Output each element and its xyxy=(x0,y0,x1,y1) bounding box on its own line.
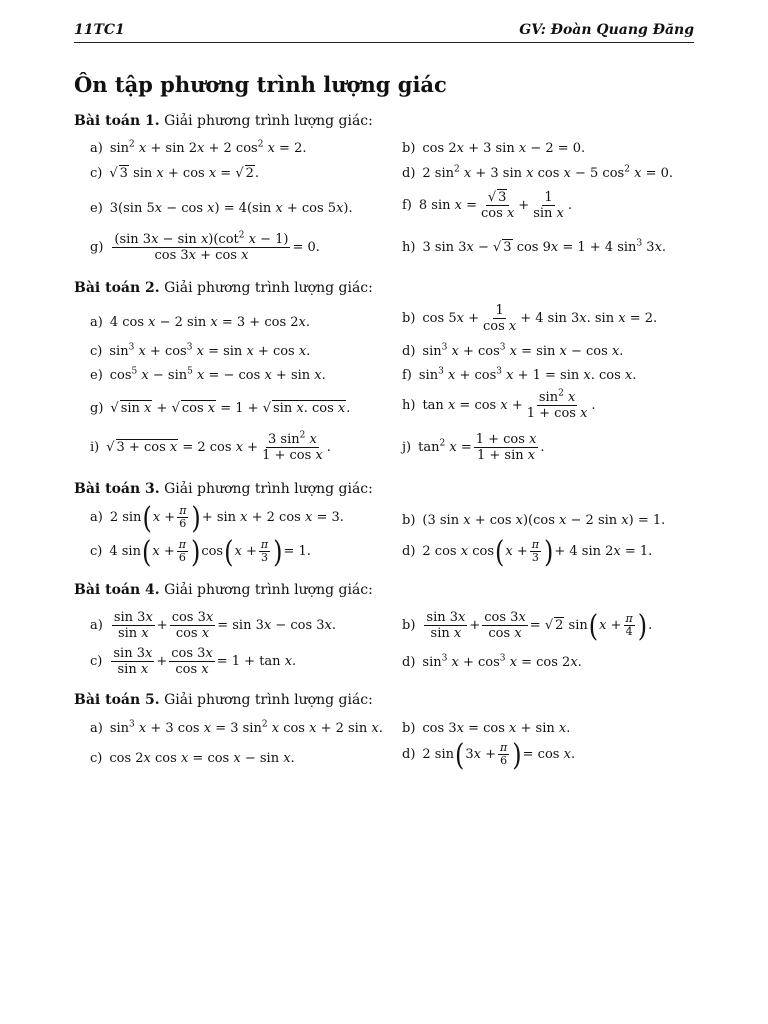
equation-2c: c) $\sin^3 x + \cos^3 x = \sin x + \cos x$. xyxy=(90,342,311,359)
equation-5c: c) cos 2x cos x = cos x − sin x. xyxy=(90,751,295,766)
equation-1g: g) $\frac{(\sin 3x - \sin x)(\cot^2 x - 1)}{\text{cos 3x + cos x}}$ = 0. xyxy=(90,230,320,263)
teacher-name: GV: Đoàn Quang Đăng xyxy=(519,22,694,38)
page-title: Ôn tập phương trình lượng giác xyxy=(74,72,447,97)
problem-2-heading xyxy=(74,280,373,296)
equation-1e: e) 3(sin 5x − cos x) = 4(sin x + cos 5x). xyxy=(90,201,353,216)
equation-4b: b) sin 3x sin x + $\frac{\cos 3x}{\text{cos x}}$ = √ 2 sin ( x + $\frac{\pi}{4}$ ) . xyxy=(402,608,653,643)
equation-3c: c) 4 sin ( x + $\frac{\pi}{6}$ ) cos ( x + $\frac{\pi}{3}$ ) = 1. xyxy=(90,534,311,569)
equation-4a: a) sin 3x sin x + $\frac{\cos 3x}{\text{cos x}}$ = sin 3x − cos 3x. xyxy=(90,610,337,641)
equation-1f: f) 8 sin x = $\frac{√ 3}{\text{cos x}}$ + $\frac{1}{\text{sin x}}$ . xyxy=(402,190,573,221)
problem-instruction: Giải phương trình lượng giác: xyxy=(164,582,373,598)
equation-3b: b) (3 sin x + cos x)(cos x − 2 sin x) = 1. xyxy=(402,513,666,528)
problem-instruction: Giải phương trình lượng giác: xyxy=(164,481,373,497)
problem-instruction: Giải phương trình lượng giác: xyxy=(164,113,373,129)
equation-2b: b) cos 5x + $\frac{1}{\text{cos x}}$ + 4 sin 3x. sin x = 2. xyxy=(402,303,658,334)
equation-1c: c) √ 3 sin x + cos x = √ 2. xyxy=(90,166,260,181)
problem-1-heading xyxy=(74,113,373,129)
equation-3d: d) 2 cos x cos ( x + $\frac{\pi}{3}$ ) + 4 sin 2x = 1. xyxy=(402,534,653,569)
equation-2j: j) $\tan^2 x$ = $\frac{\text{1 + cos x}}{\text{1 + sin x}}$ . xyxy=(402,432,545,463)
equation-1d: d) 2 $\sin^2 x + 3$ sin x cos x − 5 $\cos^2 x = 0$. xyxy=(402,164,673,181)
equation-5d: d) 2 sin ( 3x + $\frac{\pi}{6}$ ) = cos x. xyxy=(402,737,576,772)
problem-instruction: Giải phương trình lượng giác: xyxy=(164,280,373,296)
problem-label: Bài toán 3. xyxy=(74,481,160,497)
equation-1h: h) 3 sin 3x − √ 3 cos 9x = 1 + 4 $\sin^3 3x$. xyxy=(402,238,667,255)
problem-label: Bài toán 4. xyxy=(74,582,160,598)
problem-instruction: Giải phương trình lượng giác: xyxy=(164,692,373,708)
equation-2h: h) tan x = cos x + $\frac{\sin^2 x}{\text{1 + cos x}}$ . xyxy=(402,388,596,421)
problem-5-heading xyxy=(74,692,373,708)
equation-1b: b) cos 2x + 3 sin x − 2 = 0. xyxy=(402,141,586,156)
problem-label: Bài toán 5. xyxy=(74,692,160,708)
equation-2i: i) √ 3 + cos x = 2 cos x + $\frac{3 \sin^2 x}{\text{1 + cos x}}$ . xyxy=(90,430,331,463)
problem-3-heading xyxy=(74,481,373,497)
equation-2a: a) 4 cos x − 2 sin x = 3 + cos 2x. xyxy=(90,315,311,330)
equation-4d: d) $\sin^3 x + \cos^3 x = \cos 2x$. xyxy=(402,653,582,670)
equation-2f: f) $\sin^3 x + \cos^3 x + 1 = \sin x$. cos x. xyxy=(402,366,637,383)
equation-5a: a) $\sin^3 x + 3$ cos x = 3 $\sin^2 x$ cos x + 2 sin x. xyxy=(90,719,383,736)
equation-2d: d) $\sin^3 x + \cos^3 x = \sin x - \cos x$. xyxy=(402,342,624,359)
equation-3a: a) 2 sin ( x + $\frac{\pi}{6}$ ) + sin x + 2 cos x = 3. xyxy=(90,500,344,535)
equation-5b: b) cos 3x = cos x + sin x. xyxy=(402,721,571,736)
problem-4-heading xyxy=(74,582,373,598)
page-header xyxy=(74,22,694,43)
equation-2g: g) √ sin x + √ cos x = 1 + √ sin x. cos x. xyxy=(90,401,351,416)
class-code: 11TC1 xyxy=(74,22,125,38)
problem-label: Bài toán 2. xyxy=(74,280,160,296)
equation-2e: e) $\cos^5 x - \sin^5 x$ = − cos x + sin x. xyxy=(90,366,326,383)
equation-1a: a) $\sin^2 x + \sin 2x + 2$ $\cos^2 x = 2$. xyxy=(90,139,307,156)
problem-label: Bài toán 1. xyxy=(74,113,160,129)
equation-4c: c) sin 3x sin x + $\frac{\cos 3x}{\text{cos x}}$ = 1 + tan x. xyxy=(90,646,297,677)
